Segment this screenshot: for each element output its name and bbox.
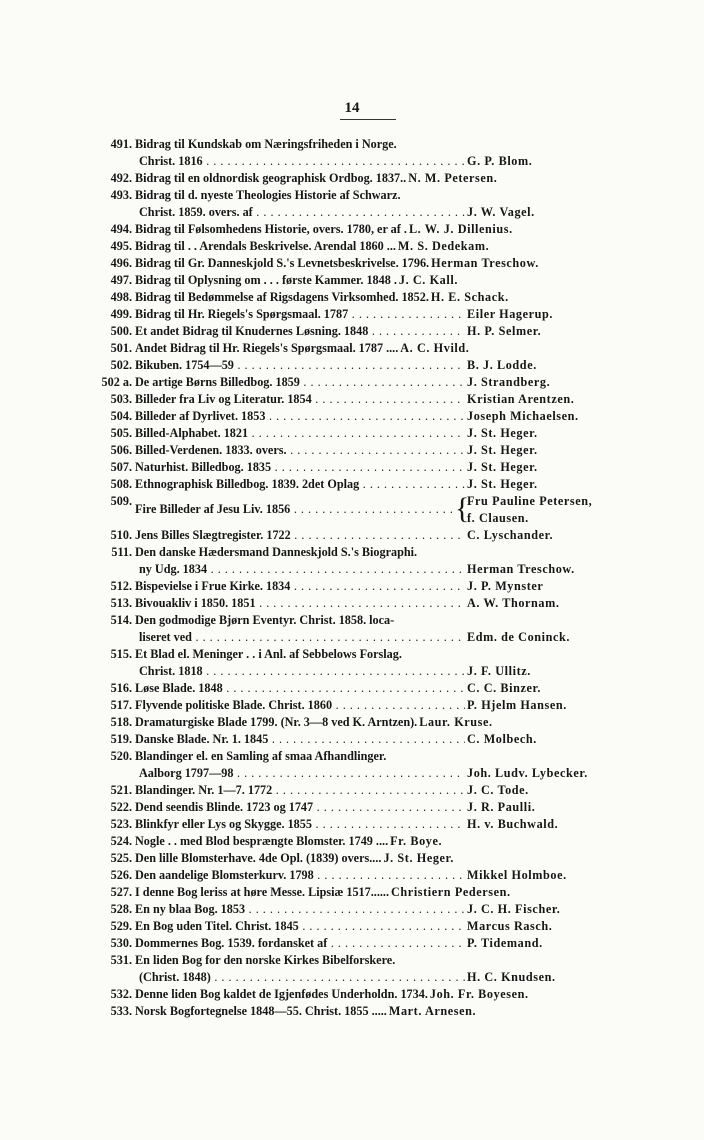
entry-number: 516. [110,681,132,695]
catalog-entry [99,748,629,782]
entry-number: 496. [110,256,132,270]
entry-number: 533. [110,1004,132,1018]
entry-number: 530. [110,936,132,950]
entry-author: Eiler Hagerup. [467,307,554,321]
entry-author: Kristian Arentzen. [467,392,575,406]
entry-author: Herman Treschow. [431,256,539,270]
entry-author: J. St. Heger. [467,426,538,440]
entry-line [135,816,629,833]
catalog-entry [99,425,629,442]
catalog-entry [99,646,629,680]
catalog-entry [99,527,629,544]
entry-body [135,578,629,595]
catalog-list [99,136,629,1020]
entry-body [135,714,629,731]
entry-body [135,408,629,425]
catalog-entry [99,323,629,340]
entry-body [135,680,629,697]
catalog-entry [99,731,629,748]
entry-line [135,782,629,799]
entry-number: 522. [110,800,132,814]
catalog-entry [99,221,629,238]
entry-line [135,850,629,867]
catalog-entry [99,391,629,408]
entry-line [135,238,629,255]
entry-title: Den godmodige Bjørn Eventyr. Christ. 1858. loca- [135,613,395,627]
entry-number: 523. [110,817,132,831]
entry-body [135,238,629,255]
entry-title: Bivouakliv i 1850. 1851 . . . [135,595,465,612]
catalog-entry [99,578,629,595]
entry-author: N. M. Petersen. [408,171,498,185]
entry-line [135,697,629,714]
catalog-entry [99,901,629,918]
entry-title: Bidrag til d. nyeste Theologies Historie af Schwarz. [135,188,401,202]
entry-line [135,1003,629,1020]
entry-number: 518. [110,715,132,729]
catalog-entry [99,255,629,272]
entry-body [135,306,629,323]
entry-number: 513. [110,596,132,610]
entry-author: M. S. Dedekam. [397,239,490,253]
entry-line [135,374,629,391]
entry-line [135,544,629,561]
entry-title: En liden Bog for den norske Kirkes Bibelforskere. [135,953,396,967]
entry-number: 505. [110,426,132,440]
entry-line [135,391,629,408]
entry-number: 512. [110,579,132,593]
catalog-entry [99,374,629,391]
entry-body [135,391,629,408]
entry-line [135,153,629,170]
entry-author: H. E. Schack. [430,290,509,304]
entry-body [135,187,629,221]
catalog-entry [99,493,629,527]
entry-body [135,340,629,357]
entry-number: 491. [110,137,132,151]
entry-line [135,459,629,476]
entry-body [135,986,629,1003]
entry-title: Dramaturgiske Blade 1799. (Nr. 3—8 ved K. Arntzen). [135,715,418,729]
entry-title: Billed-Verdenen. 1833. overs. . . . [135,442,465,459]
entry-body [135,544,629,578]
entry-author: Fr. Boye. [390,834,443,848]
entry-line [135,561,629,578]
entry-number: 520. [110,749,132,763]
entry-title: Billeder fra Liv og Literatur. 1854 . . . [135,391,465,408]
entry-line [135,884,629,901]
catalog-entry [99,850,629,867]
catalog-entry [99,799,629,816]
entry-title: Bidrag til Følsomhedens Historie, overs. 1780, er af . [135,222,407,236]
catalog-entry [99,884,629,901]
entry-title: Blandinger. Nr. 1—7. 1772 . . . [135,782,465,799]
entry-number: 532. [110,987,132,1001]
entry-number: 529. [110,919,132,933]
entry-line [135,476,629,493]
entry-title: Fire Billeder af Jesu Liv. 1856 . . . [135,493,455,527]
entry-body [135,459,629,476]
page-number-rule [340,119,396,120]
entry-title: Et Blad el. Meninger . . i Anl. af Sebbelows Forslag. [135,647,402,661]
entry-author: H. C. Knudsen. [467,970,556,984]
entry-line [135,357,629,374]
entry-number: 531. [110,953,132,967]
entry-body [135,170,629,187]
entry-title: Løse Blade. 1848 . . . [135,680,465,697]
brace-mark: { [455,492,470,525]
catalog-entry [99,476,629,493]
entry-author: P. Tidemand. [467,936,543,950]
entry-body [135,221,629,238]
entry-title: Billeder af Dyrlivet. 1853 . . . [135,408,465,425]
catalog-entry [99,340,629,357]
entry-author: J. C. Tode. [467,783,529,797]
entry-body [135,884,629,901]
entry-line [135,595,629,612]
entry-body [135,476,629,493]
entry-line [135,731,629,748]
entry-number: 517. [110,698,132,712]
entry-author: C. Lyschander. [467,528,554,542]
catalog-entry [99,289,629,306]
entry-line [135,306,629,323]
entry-line [135,680,629,697]
entry-body [135,374,629,391]
entry-title: Danske Blade. Nr. 1. 1845 . . . [135,731,465,748]
entry-line [135,748,629,765]
catalog-entry [99,833,629,850]
entry-line [135,986,629,1003]
entry-number: 502 a. [101,375,132,389]
catalog-entry [99,442,629,459]
entry-body [135,646,629,680]
catalog-entry [99,170,629,187]
entry-body [135,289,629,306]
entry-author: J. St. Heger. [467,443,538,457]
entry-body [135,901,629,918]
entry-author: B. J. Lodde. [467,358,537,372]
entry-author: Joh. Ludv. Lybecker. [467,766,588,780]
entry-body [135,493,629,527]
catalog-entry [99,816,629,833]
entry-number: 519. [110,732,132,746]
entry-number: 494. [110,222,132,236]
entry-author-secondary: f. Clausen. [467,511,529,525]
catalog-entry [99,935,629,952]
entry-number: 510. [110,528,132,542]
entry-line [135,255,629,272]
entry-number: 495. [110,239,132,253]
entry-author: J. P. Mynster [467,579,544,593]
entry-author: Fru Pauline Petersen, [467,494,593,508]
catalog-entry [99,714,629,731]
entry-body [135,272,629,289]
entry-body [135,323,629,340]
entry-line [135,408,629,425]
entry-body [135,816,629,833]
entry-title: Bidrag til en oldnordisk geographisk Ordbog. 1837.. [135,171,407,185]
entry-body [135,442,629,459]
entry-line [135,442,629,459]
entry-author: J. St. Heger. [467,477,538,491]
entry-title: Bispevielse i Frue Kirke. 1834 . . . [135,578,465,595]
entry-line [135,612,629,629]
entry-line [135,493,629,527]
entry-title: Den aandelige Blomsterkurv. 1798 . . . [135,867,465,884]
entry-line [135,136,629,153]
entry-body [135,748,629,782]
entry-body [135,612,629,646]
entry-title: Norsk Bogfortegnelse 1848—55. Christ. 1855 ..... [135,1004,387,1018]
entry-title: Bidrag til Hr. Riegels's Spørgsmaal. 1787 . . . [135,306,465,323]
entry-line [135,765,629,782]
entry-author: Herman Treschow. [467,562,575,576]
entry-body [135,952,629,986]
entry-author: J. C. Kall. [398,273,458,287]
catalog-entry [99,680,629,697]
entry-author: J. Strandberg. [467,375,551,389]
entry-title: Naturhist. Billedbog. 1835 . . . [135,459,465,476]
entry-number: 497. [110,273,132,287]
entry-number: 501. [110,341,132,355]
entry-body [135,799,629,816]
entry-author: J. F. Ullitz. [467,664,531,678]
entry-line [135,204,629,221]
entry-author: J. St. Heger. [467,460,538,474]
entry-author: J. St. Heger. [383,851,455,865]
entry-author: G. P. Blom. [467,154,533,168]
entry-line [135,867,629,884]
entry-body [135,425,629,442]
entry-author: C. C. Binzer. [467,681,542,695]
entry-body [135,357,629,374]
catalog-entry [99,986,629,1003]
entry-title: Nogle . . med Blod besprængte Blomster. 1749 .... [135,834,389,848]
entry-title: Bikuben. 1754—59 . . . [135,357,465,374]
entry-line [135,969,629,986]
entry-author: H. v. Buchwald. [467,817,559,831]
entry-line [135,221,629,238]
catalog-entry [99,136,629,170]
entry-title: Den lille Blomsterhave. 4de Opl. (1839) overs.... [135,851,382,865]
entry-line [135,901,629,918]
catalog-entry [99,595,629,612]
entry-title: Bidrag til . . Arendals Beskrivelse. Arendal 1860 ... [135,239,396,253]
catalog-entry [99,544,629,578]
entry-body [135,697,629,714]
entry-title: Dommernes Bog. 1539. fordansket af . . . [135,935,465,952]
entry-body [135,136,629,170]
entry-body [135,255,629,272]
catalog-entry [99,238,629,255]
entry-line [135,629,629,646]
entry-line [135,935,629,952]
catalog-entry [99,697,629,714]
entry-number: 503. [110,392,132,406]
entry-title: Et andet Bidrag til Knudernes Løsning. 1848 . . . [135,323,465,340]
entry-author: Joh. Fr. Boyesen. [429,987,529,1001]
entry-number: 499. [110,307,132,321]
catalog-entry [99,952,629,986]
entry-number: 515. [110,647,132,661]
entry-number: 528. [110,902,132,916]
entry-author: C. Molbech. [467,732,537,746]
entry-title: (Christ. 1848) . . . [139,969,465,986]
entry-number: 526. [110,868,132,882]
entry-number: 507. [110,460,132,474]
entry-author: J. C. H. Fischer. [467,902,561,916]
catalog-entry [99,459,629,476]
entry-number: 521. [110,783,132,797]
catalog-entry [99,357,629,374]
entry-body [135,935,629,952]
entry-title: Dend seendis Blinde. 1723 og 1747 . . . [135,799,465,816]
entry-number: 504. [110,409,132,423]
entry-line [135,187,629,204]
entry-line [135,646,629,663]
catalog-entry [99,612,629,646]
entry-line [135,289,629,306]
entry-number: 492. [110,171,132,185]
entry-title: Bidrag til Bedømmelse af Rigsdagens Virksomhed. 1852. [135,290,429,304]
entry-author: L. W. J. Dillenius. [408,222,513,236]
entry-title: Denne liden Bog kaldet de Igjenfødes Underholdn. 1734. [135,987,428,1001]
entry-line [135,527,629,544]
entry-title: En ny blaa Bog. 1853 . . . [135,901,465,918]
entry-line [135,425,629,442]
entry-line [135,714,629,731]
entry-line [135,272,629,289]
entry-line [135,799,629,816]
catalog-entry [99,306,629,323]
entry-body [135,867,629,884]
entry-title: liseret ved . . . [139,629,465,646]
entry-author: A. C. Hvild. [400,341,470,355]
entry-body [135,918,629,935]
entry-number: 524. [110,834,132,848]
entry-line [135,170,629,187]
catalog-entry [99,408,629,425]
entry-body [135,1003,629,1020]
entry-title: Den danske Hædersmand Danneskjold S.'s Biographi. [135,545,418,559]
page-number: 14 [344,100,360,116]
entry-author: P. Hjelm Hansen. [467,698,567,712]
entry-number: 506. [110,443,132,457]
entry-body [135,833,629,850]
entry-author: Mikkel Holmboe. [467,868,567,882]
entry-title: Blandinger el. en Samling af smaa Afhandlinger. [135,749,387,763]
entry-title: Andet Bidrag til Hr. Riegels's Spørgsmaal. 1787 .... [135,341,399,355]
entry-line [135,323,629,340]
entry-title: Aalborg 1797—98 . . . [139,765,465,782]
entry-author: Christiern Pedersen. [391,885,511,899]
entry-title: Billed-Alphabet. 1821 . . . [135,425,465,442]
entry-author: A. W. Thornam. [467,596,560,610]
entry-number: 525. [110,851,132,865]
entry-title: Christ. 1816 . . . [139,153,465,170]
entry-title: I denne Bog leriss at høre Messe. Lipsiæ 1517...... [135,885,390,899]
catalog-entry [99,782,629,799]
entry-line [135,918,629,935]
entry-title: Bidrag til Kundskab om Næringsfriheden i Norge. [135,137,397,151]
entry-author: J. W. Vagel. [467,205,535,219]
entry-title: Ethnographisk Billedbog. 1839. 2det Oplag . . . [135,476,465,493]
entry-title: Blinkfyr eller Lys og Skygge. 1855 . . . [135,816,465,833]
entry-number: 498. [110,290,132,304]
entry-number: 502. [110,358,132,372]
entry-body [135,850,629,867]
entry-body [135,731,629,748]
entry-line [135,833,629,850]
entry-body [135,527,629,544]
entry-number: 493. [110,188,132,202]
entry-author: H. P. Selmer. [467,324,542,338]
entry-title: ny Udg. 1834 . . . [139,561,465,578]
catalog-entry [99,867,629,884]
entry-author: Laur. Kruse. [419,715,493,729]
entry-line [135,663,629,680]
entry-body [135,595,629,612]
entry-author: Edm. de Coninck. [467,630,571,644]
entry-author: J. R. Paulli. [467,800,536,814]
entry-author: Mart. Arnesen. [388,1004,477,1018]
entry-author-group [465,493,629,527]
entry-line [135,340,629,357]
entry-title: Christ. 1859. overs. af . . . [139,204,465,221]
entry-title: Bidrag til Gr. Danneskjold S.'s Levnetsbeskrivelse. 1796. [135,256,430,270]
entry-line [135,578,629,595]
entry-number: 527. [110,885,132,899]
catalog-entry [99,918,629,935]
catalog-entry [99,272,629,289]
entry-number: 511. [111,545,132,559]
entry-title: Flyvende politiske Blade. Christ. 1860 . . . [135,697,465,714]
entry-number: 508. [110,477,132,491]
entry-number: 500. [110,324,132,338]
entry-body [135,782,629,799]
entry-author: Joseph Michaelsen. [467,409,579,423]
catalog-entry [99,1003,629,1020]
entry-title: De artige Børns Billedbog. 1859 . . . [135,374,465,391]
entry-author: Marcus Rasch. [467,919,553,933]
entry-title: Jens Billes Slægtregister. 1722 . . . [135,527,465,544]
entry-number: 514. [110,613,132,627]
entry-title: Bidrag til Oplysning om . . . første Kammer. 1848 . [135,273,397,287]
entry-number: 509. [110,494,132,508]
entry-title: Christ. 1818 . . . [139,663,465,680]
entry-title: En Bog uden Titel. Christ. 1845 . . . [135,918,465,935]
catalog-entry [99,187,629,221]
entry-line [135,952,629,969]
